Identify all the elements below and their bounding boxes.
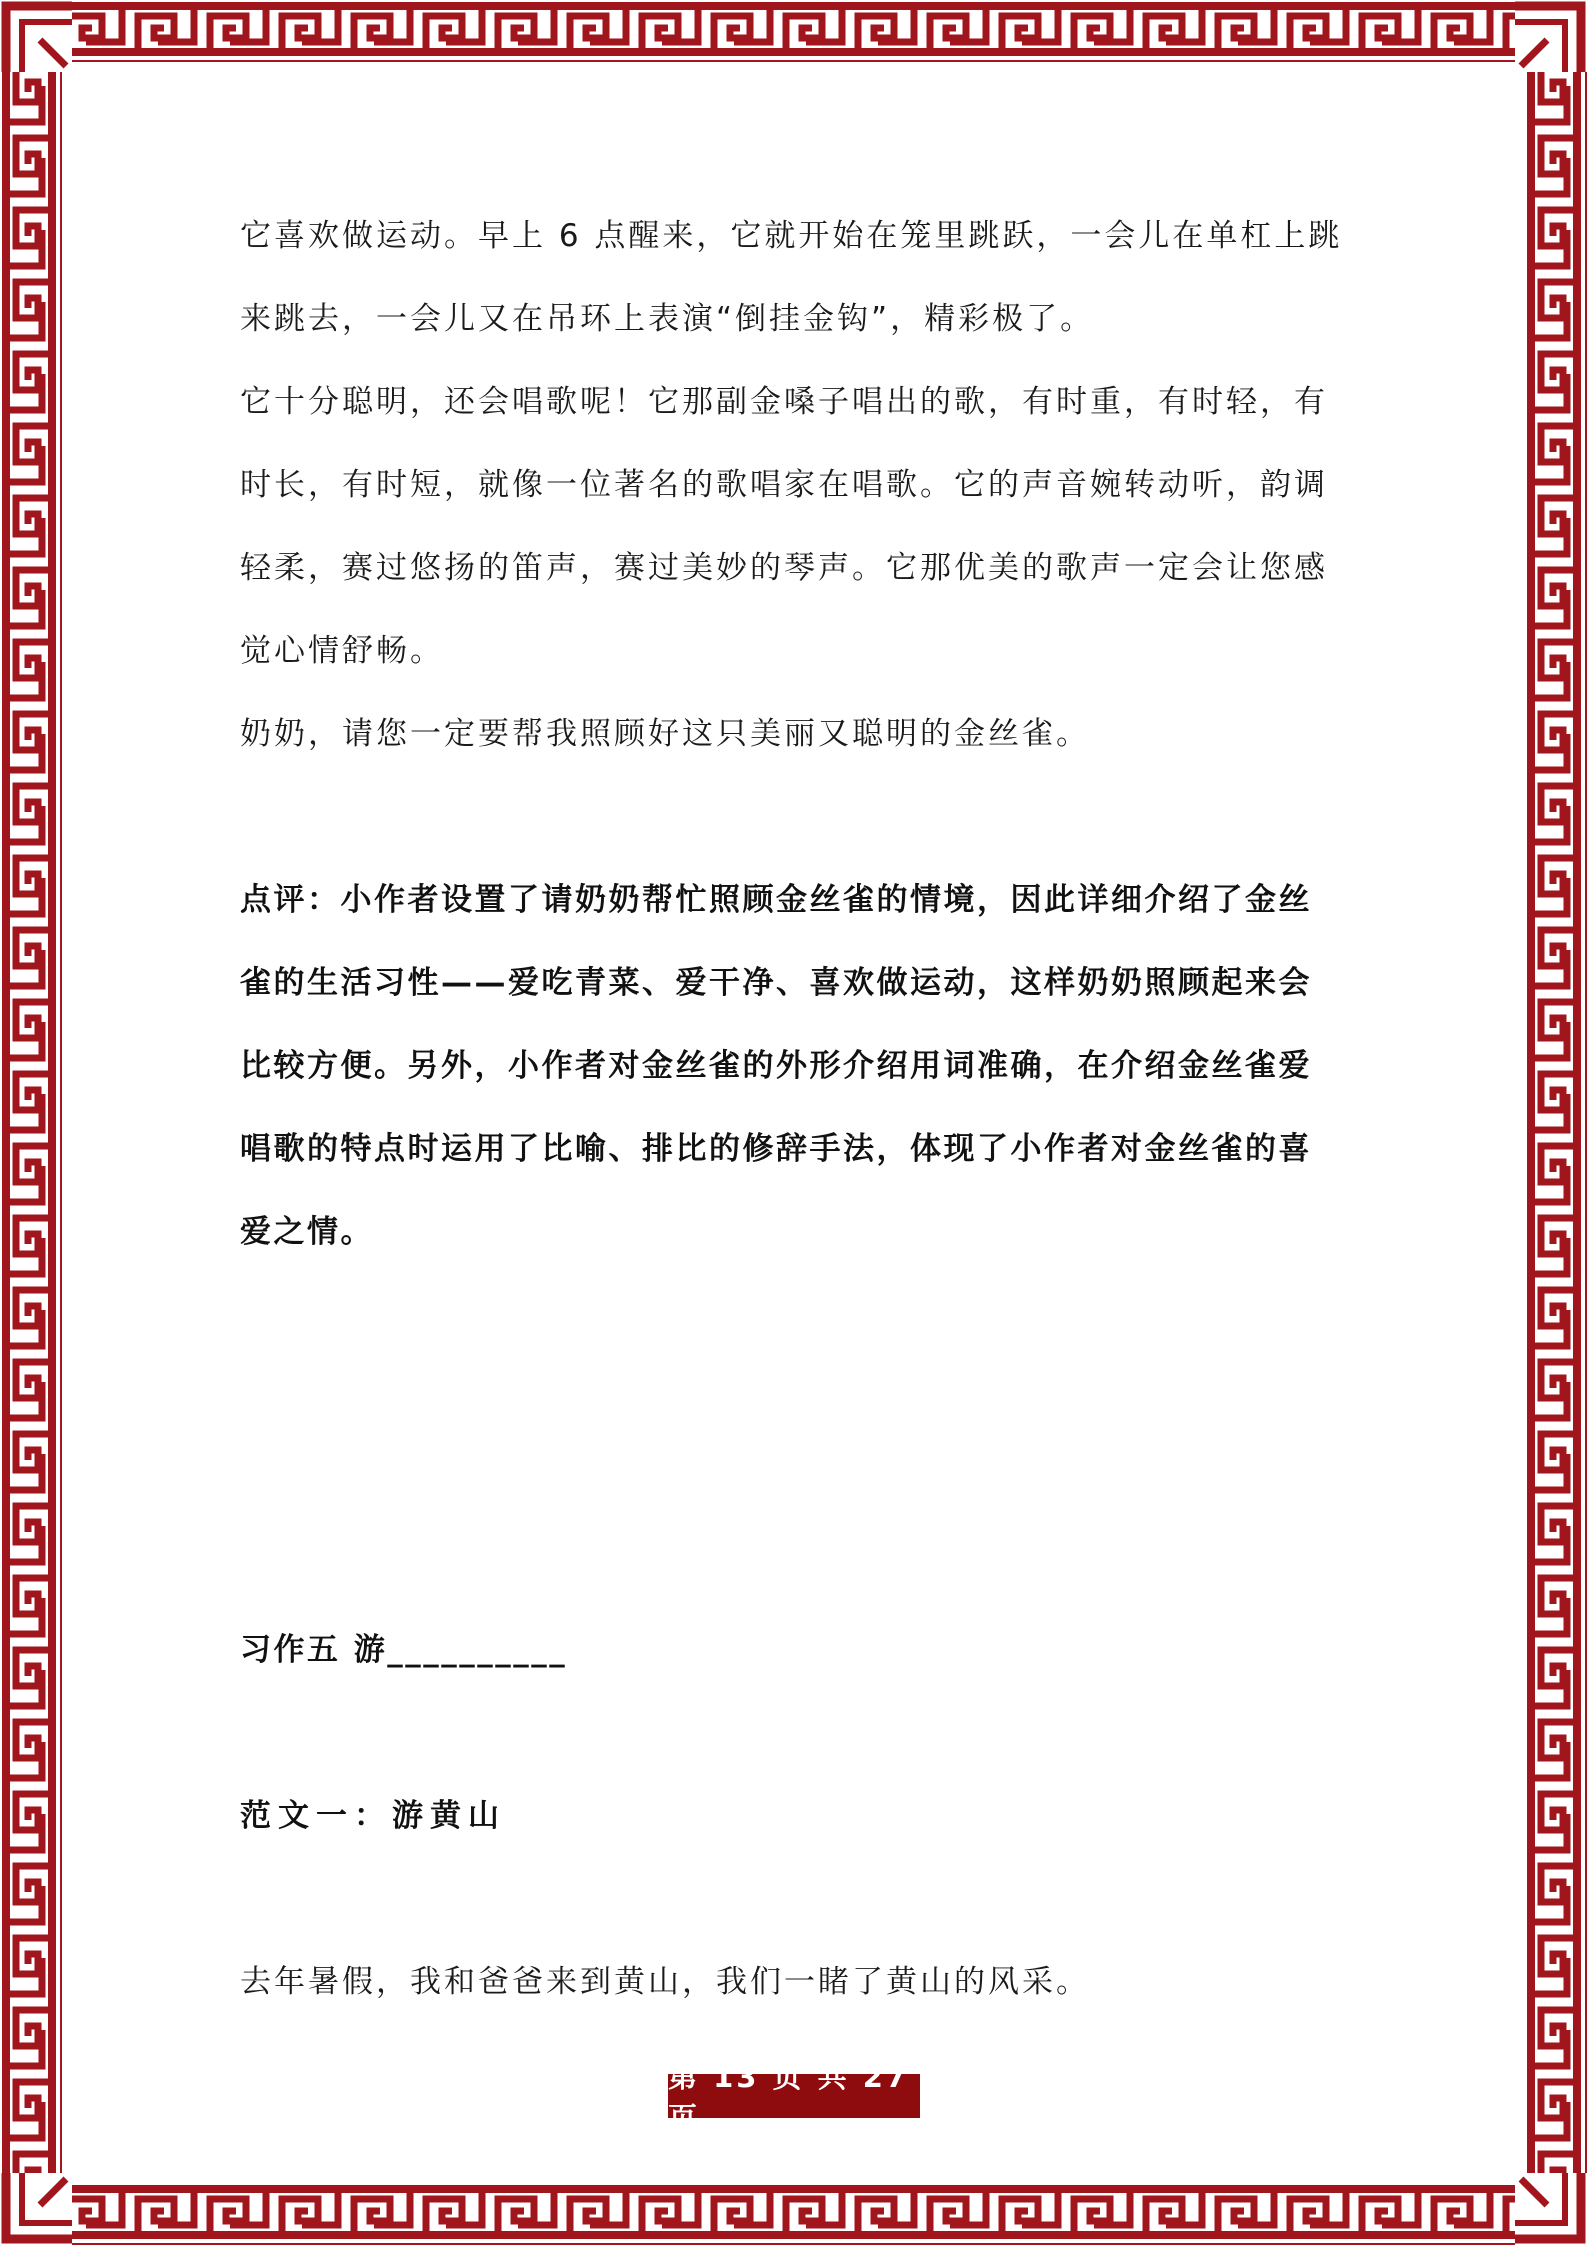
frame-right-border bbox=[1525, 58, 1587, 2187]
frame-top-border bbox=[58, 0, 1529, 62]
paragraph-singing-line: 时长，有时短，就像一位著名的歌唱家在唱歌。它的声音婉转动听，韵调 bbox=[240, 467, 1328, 503]
sample-essay-title: 范文一：游黄山 bbox=[240, 1798, 506, 1834]
frame-left-border bbox=[0, 58, 62, 2187]
paragraph-singing-line: 觉心情舒畅。 bbox=[240, 633, 444, 669]
review-line: 雀的生活习性——爱吃青菜、爱干净、喜欢做运动，这样奶奶照顾起来会 bbox=[240, 965, 1312, 1001]
paragraph-exercise-line: 它喜欢做运动。早上 6 点醒来，它就开始在笼里跳跃，一会儿在单杠上跳 bbox=[240, 218, 1343, 254]
review-line: 唱歌的特点时运用了比喻、排比的修辞手法，体现了小作者对金丝雀的喜 bbox=[240, 1131, 1312, 1167]
review-line: 点评：小作者设置了请奶奶帮忙照顾金丝雀的情境，因此详细介绍了金丝 bbox=[240, 882, 1312, 918]
frame-corner-bottom-right bbox=[1515, 2173, 1587, 2245]
essay-opening-line: 去年暑假，我和爸爸来到黄山，我们一睹了黄山的风采。 bbox=[240, 1964, 1090, 2000]
frame-corner-top-left bbox=[0, 0, 72, 72]
paragraph-singing-line: 它十分聪明，还会唱歌呢！它那副金嗓子唱出的歌，有时重，有时轻，有 bbox=[240, 384, 1328, 420]
frame-corner-top-right bbox=[1515, 0, 1587, 72]
paragraph-request-line: 奶奶，请您一定要帮我照顾好这只美丽又聪明的金丝雀。 bbox=[240, 716, 1090, 752]
page-number-badge bbox=[668, 2060, 920, 2135]
frame-corner-bottom-left bbox=[0, 2173, 72, 2245]
review-line: 比较方便。另外，小作者对金丝雀的外形介绍用词准确，在介绍金丝雀爱 bbox=[240, 1048, 1312, 1084]
review-line: 爱之情。 bbox=[240, 1214, 374, 1250]
paragraph-exercise-line: 来跳去，一会儿又在吊环上表演“倒挂金钩”，精彩极了。 bbox=[240, 301, 1095, 337]
frame-bottom-border bbox=[58, 2183, 1529, 2245]
exercise-heading: 习作五 游__________ bbox=[240, 1632, 568, 1668]
paragraph-singing-line: 轻柔，赛过悠扬的笛声，赛过美妙的琴声。它那优美的歌声一定会让您感 bbox=[240, 550, 1328, 586]
page-number-label: 第 13 页 共 27 页 bbox=[668, 2060, 910, 2135]
